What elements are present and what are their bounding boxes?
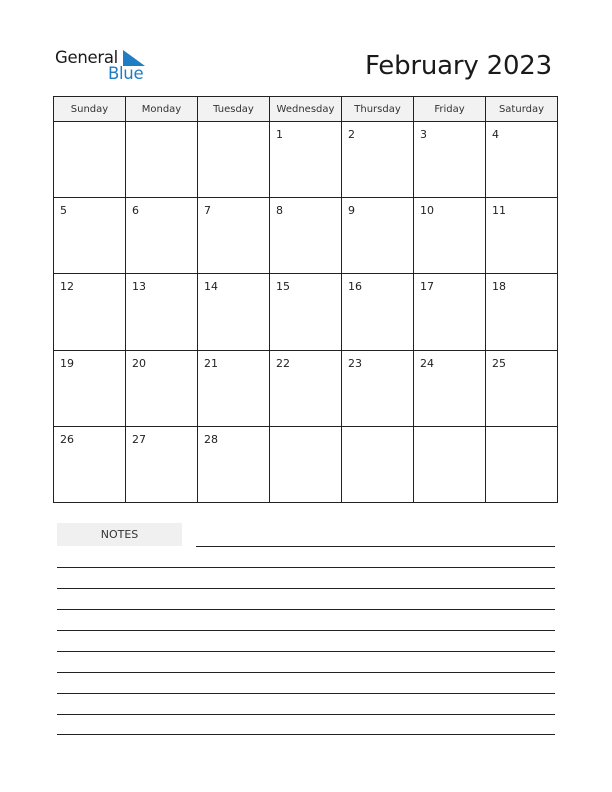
- day-number: 25: [492, 356, 506, 370]
- weekday-header-row: [54, 97, 558, 122]
- day-number: [270, 427, 341, 433]
- day-number: 3: [420, 128, 427, 141]
- day-number: [54, 122, 125, 128]
- day-number: 16: [348, 280, 362, 294]
- day-cell: [54, 198, 126, 274]
- day-number: 9: [348, 204, 355, 218]
- day-number: 11: [492, 204, 506, 218]
- day-cell: [270, 198, 342, 274]
- calendar-grid: [53, 96, 558, 503]
- day-number: 2: [348, 128, 355, 141]
- day-number: 4: [492, 128, 499, 141]
- day-number: [414, 427, 485, 433]
- day-number: [342, 427, 413, 433]
- logo-word-general: General: [55, 48, 118, 67]
- weekday-header: Thursday: [342, 97, 414, 122]
- weekday-header: Tuesday: [198, 97, 270, 122]
- day-number: 10: [420, 204, 434, 218]
- weekday-header: Monday: [126, 97, 198, 122]
- day-number: 13: [132, 280, 146, 294]
- day-number: 23: [348, 356, 362, 370]
- day-cell: [54, 274, 126, 350]
- notes-label: NOTES: [57, 523, 182, 546]
- day-cell: [126, 274, 198, 350]
- day-cell: [54, 122, 126, 198]
- day-cell: [270, 426, 342, 502]
- notes-line: [57, 734, 555, 735]
- day-cell: [486, 274, 558, 350]
- weekday-header: Saturday: [486, 97, 558, 122]
- day-number: 12: [60, 280, 74, 294]
- day-number: 28: [204, 432, 218, 446]
- day-number: 1: [276, 128, 283, 141]
- day-number: 22: [276, 356, 290, 370]
- day-cell: [342, 198, 414, 274]
- day-number: [198, 122, 269, 128]
- day-number: 20: [132, 356, 146, 370]
- notes-line: [57, 609, 555, 610]
- logo-word-blue: Blue: [108, 64, 144, 83]
- day-number: 21: [204, 356, 218, 370]
- day-cell: [342, 274, 414, 350]
- day-cell: [198, 350, 270, 426]
- day-cell: [342, 122, 414, 198]
- week-row: [54, 198, 558, 274]
- weekday-header: Sunday: [54, 97, 126, 122]
- day-cell: [414, 426, 486, 502]
- day-number: 27: [132, 432, 146, 446]
- day-number: 15: [276, 280, 290, 294]
- day-number: 14: [204, 280, 218, 294]
- day-cell: [126, 350, 198, 426]
- notes-line: [57, 567, 555, 568]
- day-cell: [342, 350, 414, 426]
- day-cell: [198, 198, 270, 274]
- day-cell: [270, 122, 342, 198]
- day-cell: [414, 350, 486, 426]
- day-cell: [54, 350, 126, 426]
- day-cell: [198, 274, 270, 350]
- day-number: 24: [420, 356, 434, 370]
- day-cell: [126, 122, 198, 198]
- day-cell: [486, 350, 558, 426]
- week-row: [54, 122, 558, 198]
- day-cell: [270, 350, 342, 426]
- day-cell: [414, 198, 486, 274]
- notes-line: [57, 672, 555, 673]
- day-number: [126, 122, 197, 128]
- day-number: 26: [60, 432, 74, 446]
- week-row: [54, 274, 558, 350]
- day-number: 17: [420, 280, 434, 294]
- day-cell: [342, 426, 414, 502]
- notes-line: [196, 546, 555, 547]
- day-number: 5: [60, 204, 67, 218]
- week-row: [54, 350, 558, 426]
- weekday-header: Friday: [414, 97, 486, 122]
- brand-logo: [55, 46, 155, 86]
- day-cell: [54, 426, 126, 502]
- week-row: [54, 426, 558, 502]
- day-number: 19: [60, 356, 74, 370]
- notes-line: [57, 630, 555, 631]
- day-cell: [486, 198, 558, 274]
- day-number: 8: [276, 204, 283, 218]
- day-cell: [486, 426, 558, 502]
- notes-line: [57, 714, 555, 715]
- notes-line: [57, 651, 555, 652]
- day-number: 6: [132, 204, 139, 218]
- day-number: 7: [204, 204, 211, 218]
- day-cell: [414, 122, 486, 198]
- day-cell: [270, 274, 342, 350]
- day-cell: [486, 122, 558, 198]
- month-title: February 2023: [364, 51, 552, 81]
- day-cell: [198, 426, 270, 502]
- day-number: [486, 427, 557, 433]
- day-number: 18: [492, 280, 506, 294]
- day-cell: [414, 274, 486, 350]
- day-cell: [126, 426, 198, 502]
- weekday-header: Wednesday: [270, 97, 342, 122]
- notes-line: [57, 693, 555, 694]
- notes-line: [57, 588, 555, 589]
- day-cell: [126, 198, 198, 274]
- day-cell: [198, 122, 270, 198]
